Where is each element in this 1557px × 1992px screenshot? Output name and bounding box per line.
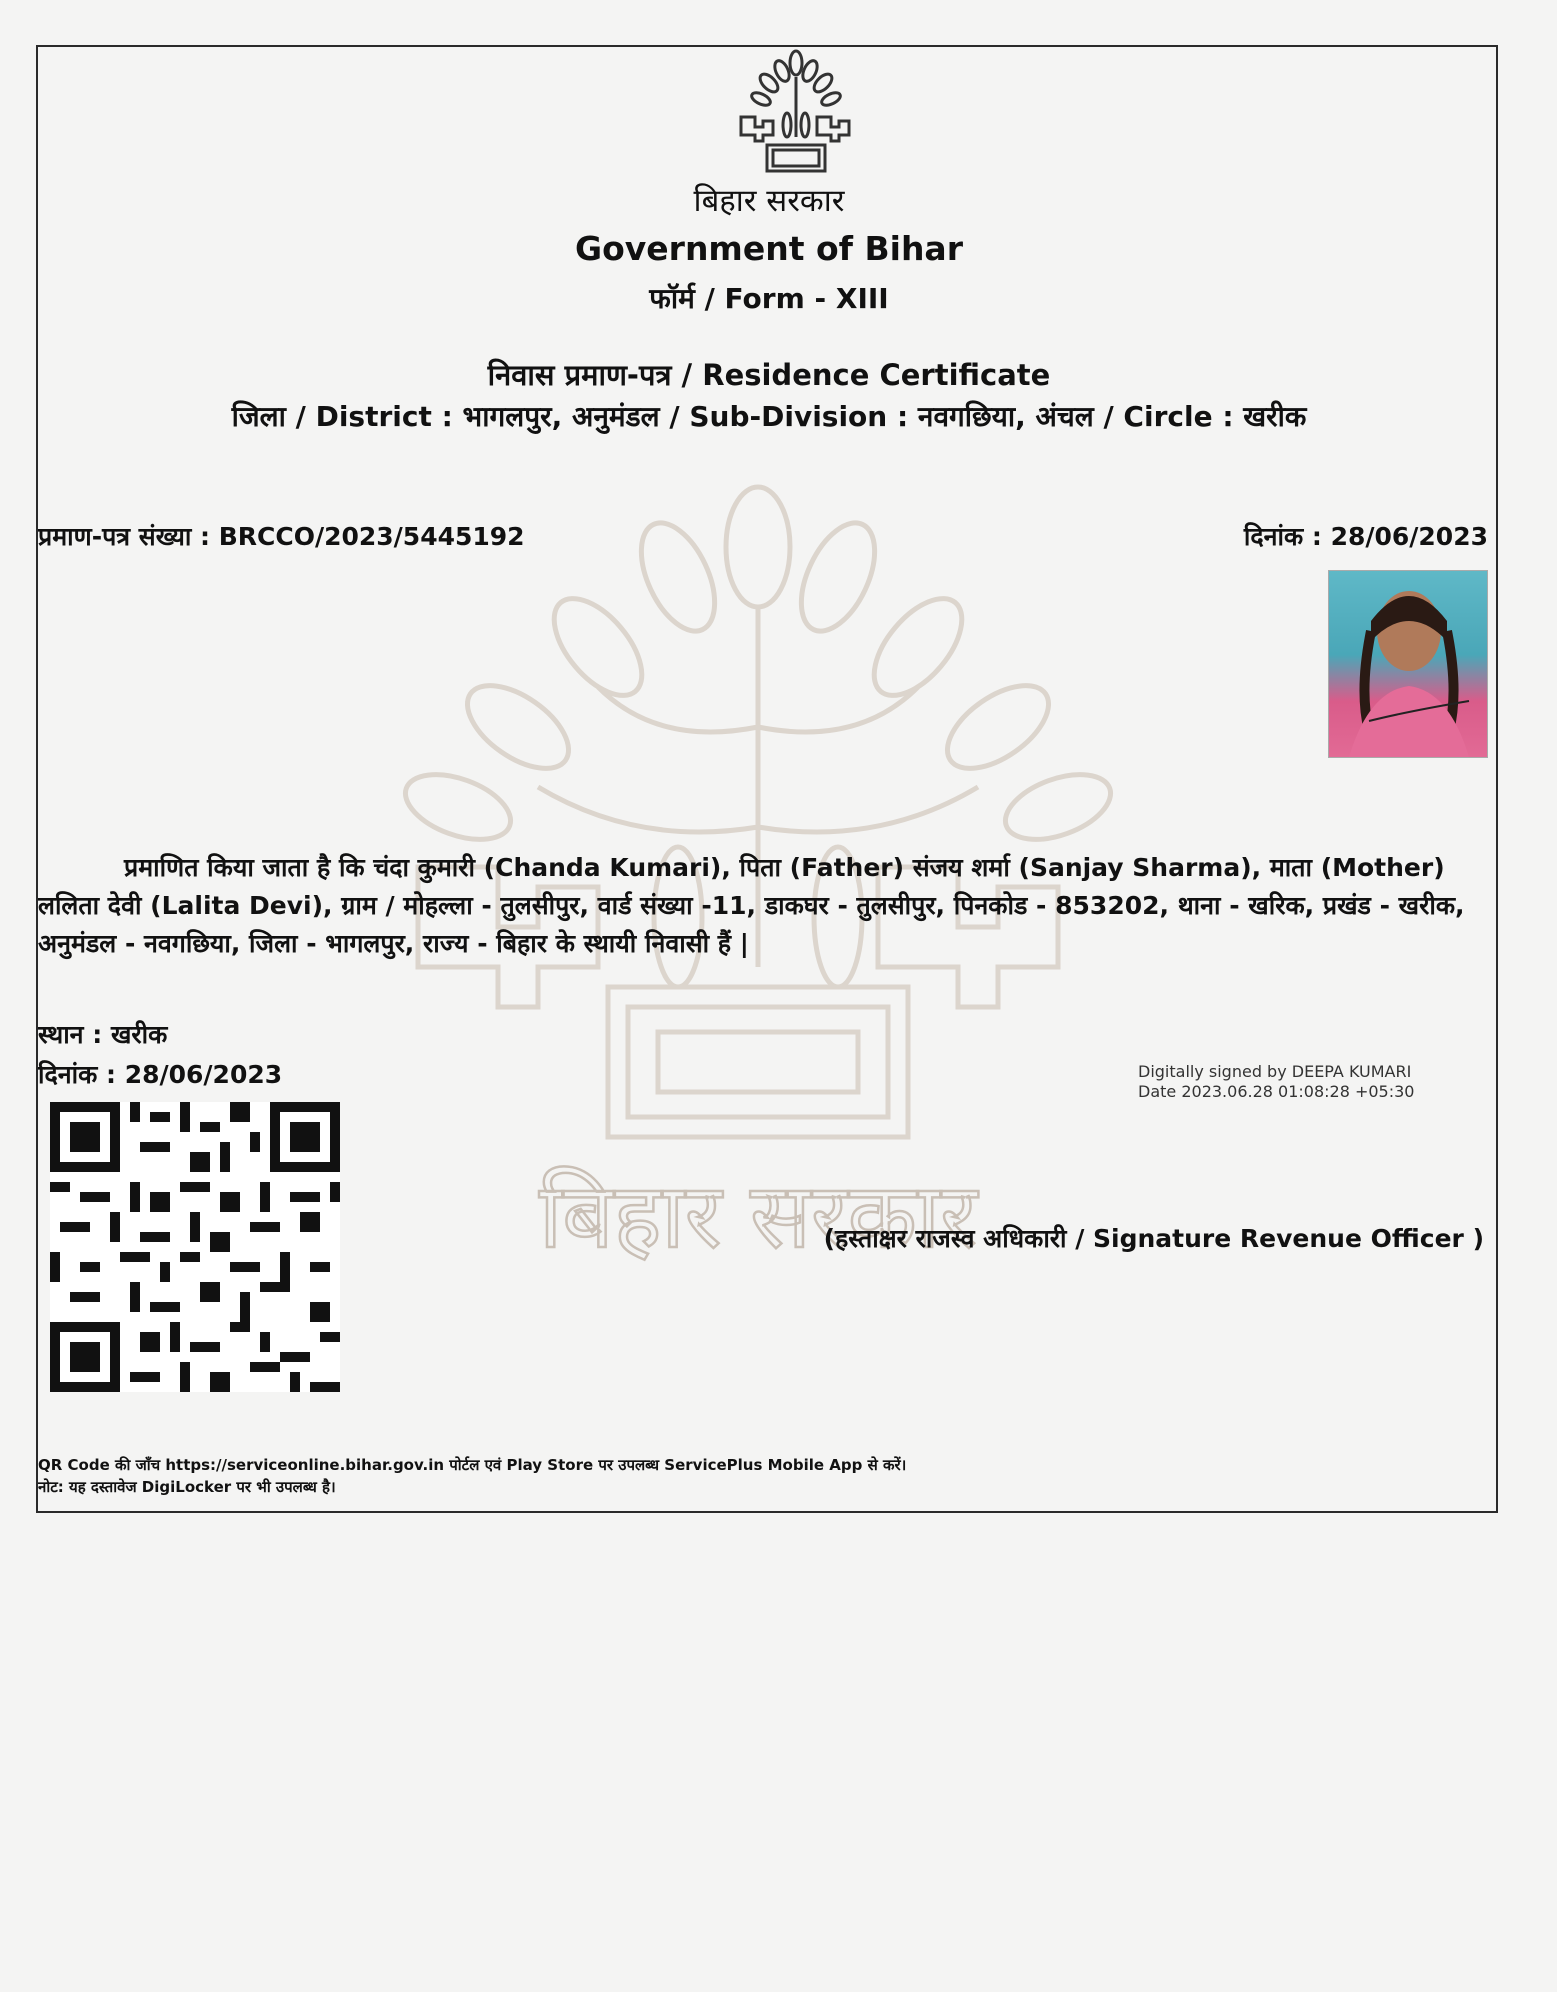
footer-date: दिनांक : 28/06/2023 [38,1060,283,1089]
form-number: फॉर्म / Form - XIII [649,282,889,315]
qr-verification-note: QR Code की जाँच https://serviceonline.bihar.gov.in पोर्टल एवं Play Store पर उपलब्ध ServicePlus Mobile App से करें। [38,1456,907,1474]
certification-statement: प्रमाणित किया जाता है कि चंदा कुमारी (Chanda Kumari), पिता (Father) संजय शर्मा (Sanjay Sharma), माता (Mother) ललिता देवी (Lalita Devi), ग्राम / मोहल्ला - तुलसीपुर, वार्ड संख्या -11, डाकघर - तुलसीपुर, पिनकोड - 853202, थाना - खरिक, प्रखंड - खरीक, अनुमंडल - नवगछिया, जिला - भागलपुर, राज्य - बिहार के स्थायी निवासी हैं | [38,853,1465,958]
issue-date: दिनांक : 28/06/2023 [1243,522,1488,551]
applicant-photo [1328,570,1488,758]
watermark-text: बिहार सरकार [538,1164,978,1269]
digilocker-note: नोट: यह दस्तावेज DigiLocker पर भी उपलब्ध है। [38,1478,336,1496]
signature-revenue-officer: (हस्ताक्षर राजस्व अधिकारी / Signature Revenue Officer ) [823,1224,1484,1253]
certificate-frame [36,45,1498,1513]
state-name-hindi: बिहार सरकार [693,183,845,219]
certificate-title: निवास प्रमाण-पत्र / Residence Certificate [487,358,1051,392]
digital-signature-date: Date 2023.06.28 01:08:28 +05:30 [1138,1082,1415,1101]
location-line: जिला / District : भागलपुर, अनुमंडल / Sub-Division : नवगछिया, अंचल / Circle : खरीक [231,400,1307,433]
person-photo-icon [1329,571,1487,757]
verification-qr-code [50,1102,340,1392]
digital-signature-name: Digitally signed by DEEPA KUMARI [1138,1062,1412,1081]
certificate-number: प्रमाण-पत्र संख्या : BRCCO/2023/5445192 [38,522,525,551]
bihar-emblem-logo [737,47,855,177]
state-name-english: Government of Bihar [575,229,963,268]
place-line: स्थान : खरीक [38,1020,168,1049]
